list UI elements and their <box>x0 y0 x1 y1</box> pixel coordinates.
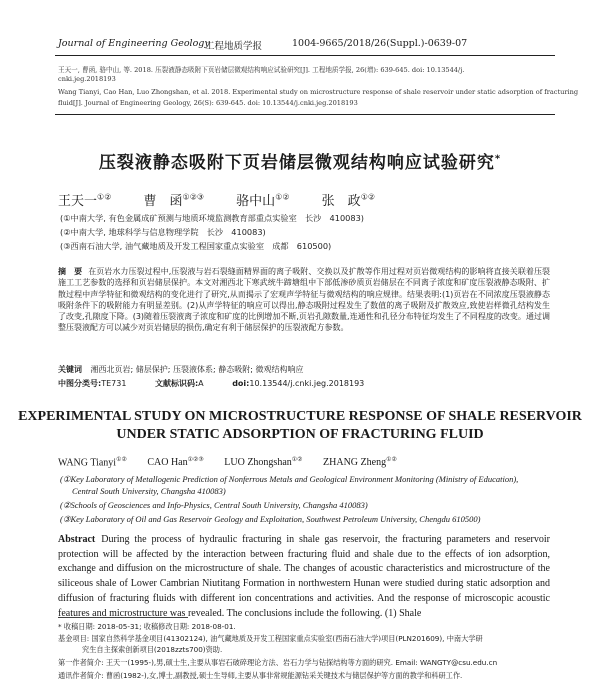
doi-label: doi: <box>232 379 250 388</box>
author-cn-affil: ①② <box>360 192 376 202</box>
clc-value: TE731 <box>101 379 127 388</box>
doc-code-label: 文献标识码: <box>154 379 199 388</box>
abstract-cn <box>58 266 550 334</box>
citation-cn-doi: cnki.jeg.2018193 <box>58 75 116 83</box>
author-en-affil: ①② <box>116 457 127 463</box>
author-en-affil: ①② <box>291 457 303 463</box>
footnote-rule <box>58 617 188 618</box>
author-list-en <box>58 456 397 468</box>
paper-title-cn <box>0 148 600 173</box>
footnote-fund: 基金项目: 国家自然科学基金项目(41302124), 油气藏地质及开发工程国家重点实验室(西南石油大学)项目(PLN201609), 中南大学研 <box>58 634 483 643</box>
paper-title-cn-text: 压裂液静态吸附下页岩储层微观结构响应试验研究 <box>98 153 495 173</box>
author-en: LUO Zhongshan <box>224 457 292 469</box>
abstract-en <box>58 533 550 621</box>
abstract-cn-label: 摘 要 <box>58 267 83 276</box>
author-en-affil: ①②③ <box>187 457 204 463</box>
author-cn: 曹 函 <box>143 194 183 209</box>
affiliation-en: (②Schools of Geosciences and Info-Physics, Central South University, Changsha 410083) <box>60 500 368 510</box>
keywords-cn <box>58 364 304 375</box>
citation-cn: 王天一, 曹函, 骆中山, 等. 2018. 压裂液静态吸附下页岩储层微观结构响应试验研究[J]. 工程地质学报, 26(增): 639-645. doi: 10.13544/j. <box>58 66 465 74</box>
citation-en-doi: fluid[J]. Journal of Engineering Geology, 26(S): 639-645. doi: 10.13544/j.cnki.jeg.2018193 <box>58 99 358 107</box>
affiliation-cn: (①中南大学, 有色金属成矿预测与地质环境监测教育部重点实验室 长沙 410083) <box>60 213 365 223</box>
citation-rule <box>55 114 555 115</box>
affiliation-cn: (②中南大学, 地球科学与信息物理学院 长沙 410083) <box>60 227 266 237</box>
doi-value[interactable]: 10.13544/j.cnki.jeg.2018193 <box>249 379 365 388</box>
author-cn-affil: ①② <box>275 192 290 202</box>
footnote-corresponding-author: 通讯作者简介: 曹函(1982-),女,博士,副教授,硕士生导师,主要从事非常规能源钻采关键技术与储层保护等方面的教学和科研工作. <box>58 671 463 680</box>
keywords-cn-text: 湘西北页岩; 储层保护; 压裂液体系; 静态吸附; 微观结构响应 <box>90 365 304 374</box>
affiliation-en: Central South University, Changsha 410083) <box>72 486 226 496</box>
author-cn: 骆中山 <box>236 194 276 209</box>
abstract-cn-text: 在页岩水力压裂过程中,压裂液与岩石裂缝面精界面的离子吸附、交换以及扩散等作用过程对页岩微观结构的影响将直接关联着压裂施工工艺参数的选择和页岩储层保护。本文对湘西北下寒武统牛蹄塘组中下部低渗砂质页岩储层在不同离子浓度和矿度压裂液静态吸附、扩散过程中声学特征和微观结构的变化进行了研究,从而揭示了宏观声学特征与微观结构的响应规律。结果表明:(1)页岩在不同浓度压裂液静态吸附条件下的吸附能力有明显差别。(2)从声学特征的响应可以得出,静态吸附过程发生了数值的离子吸附及扩散效应,致使岩样微孔结构发生了改变,孔隙度下降。(3)随着压裂液离子浓度和矿度的比例增加不断,页岩孔隙数量,连通性和孔径分布特征均发生了不同程度的改变。通过调整压裂液配方可以减少对页岩储层的损伤,确定有利于储层保护的压裂液配方参数。 <box>58 267 551 333</box>
affiliation-en: (③Key Laboratory of Oil and Gas Reservoir Geology and Exploitation, Southwest Petroleum University, Chengdu 610500) <box>60 514 481 524</box>
author-en: ZHANG Zheng <box>323 457 387 469</box>
footnote-fund-cont: 究生自主探索创新项目(2018zzts700)资助. <box>82 645 223 654</box>
title-footnote-mark: * <box>494 153 502 165</box>
author-cn-affil: ①②③ <box>182 192 205 202</box>
author-cn-affil: ①② <box>97 192 112 202</box>
doc-code-value: A <box>198 379 204 388</box>
header-rule <box>55 55 555 56</box>
clc-label: 中图分类号: <box>58 379 102 388</box>
journal-title-cn: 工程地质学报 <box>205 41 263 52</box>
footnote-received: * 收稿日期: 2018-05-31; 收稿修改日期: 2018-08-01. <box>58 622 236 631</box>
footnote-first-author: 第一作者简介: 王天一(1995-),男,硕士生,主要从事岩石破碎理论方法、岩石力学与钻探结构等方面的研究. Email: WANGTY@csu.edu.cn <box>58 658 498 667</box>
affiliation-cn: (③西南石油大学, 油气藏地质及开发工程国家重点实验室 成都 610500) <box>60 241 332 251</box>
author-en: CAO Han <box>147 457 188 469</box>
author-list-cn <box>58 190 375 209</box>
author-en-affil: ①② <box>386 457 397 463</box>
author-cn: 张 政 <box>321 194 361 209</box>
abstract-en-text: During the process of hydraulic fracturing in shale gas reservoir, the fracturing parameters and reservoir protection will be affected by the interaction between fracturing fluid and shale due to the effects of ion adsorption, exchange and diffusion on the microstructure of shale. The changes of acoustic characteristics and microstructure of the siliceous shale of Lower Cambrian Niutitang Formation in northwestern Hunan were studied during static adsorption and diffusion of fracturing fluids with different ion concentrations and activities. And the response of microscopic acoustic features and microstructure was revealed. The conclusions include the following. (1) Shale <box>58 534 550 619</box>
author-en: WANG Tianyi <box>58 457 117 469</box>
citation-en: Wang Tianyi, Cao Han, Luo Zhongshan, et al. 2018. Experimental study on microstructure response of shale reservoir under static adsorption of fracturing <box>58 88 579 96</box>
abstract-en-label: Abstract <box>58 534 96 545</box>
keywords-cn-label: 关键词 <box>58 365 82 374</box>
journal-issue-code: 1004-9665/2018/26(Suppl.)-0639-07 <box>292 38 468 49</box>
journal-title-en: Journal of Engineering Geology <box>58 38 210 49</box>
author-cn: 王天一 <box>58 194 98 209</box>
classification-cn <box>58 378 364 389</box>
affiliation-en: (①Key Laboratory of Metallogenic Prediction of Nonferrous Metals and Geological Environment Monitoring (Ministry of Education), <box>60 474 519 484</box>
paper-title-en: EXPERIMENTAL STUDY ON MICROSTRUCTURE RESPONSE OF SHALE RESERVOIR UNDER STATIC ADSORPTION OF FRACTURING FLUID <box>18 409 582 442</box>
